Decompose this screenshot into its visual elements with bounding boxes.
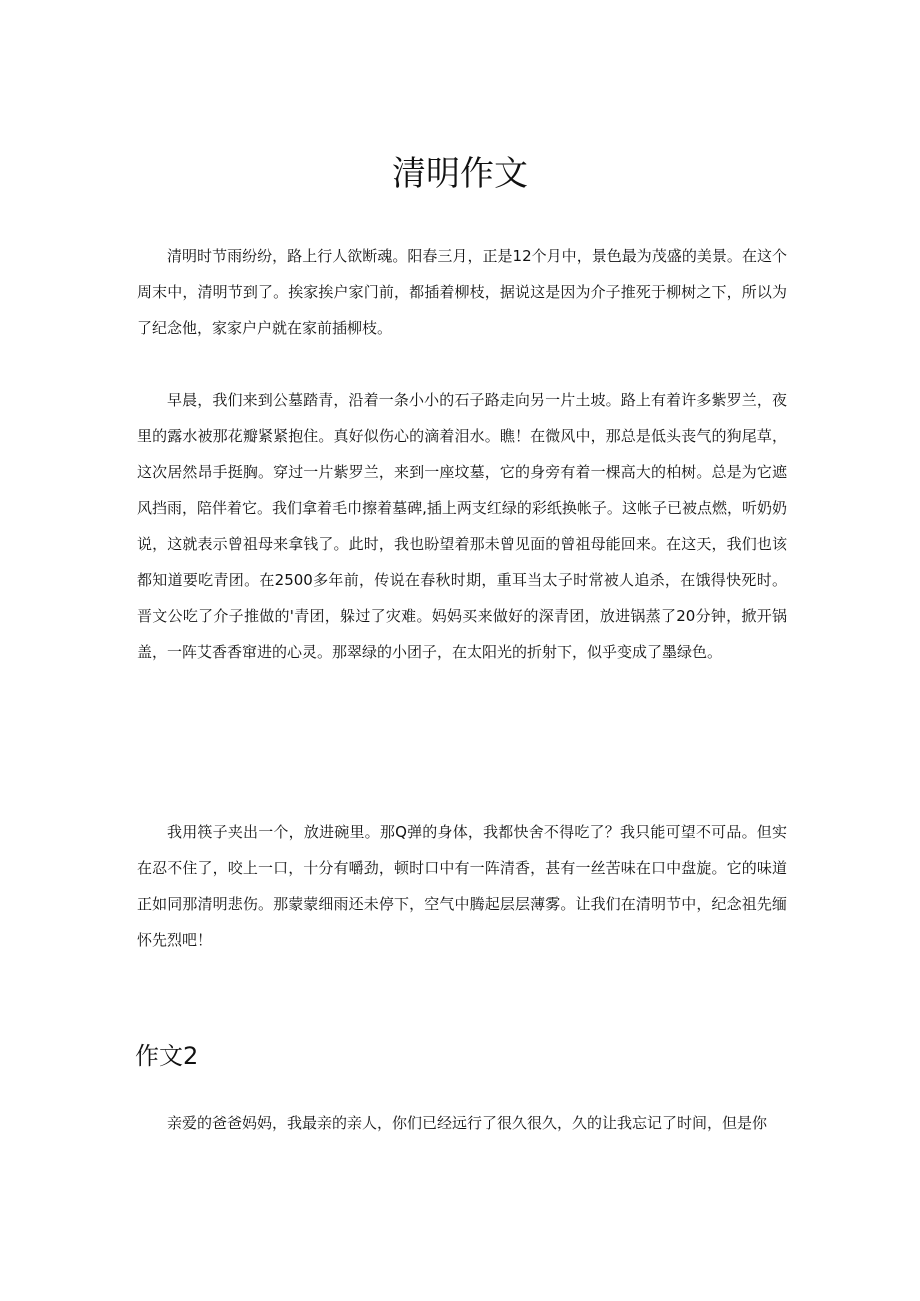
essay-paragraph-2: 早晨，我们来到公墓踏青，沿着一条小小的石子路走向另一片土坡。路上有着许多紫罗兰，夜里的露水被那花瓣紧紧抱住。真好似伤心的滴着泪水。瞧！在微风中，那总是低头丧气的狗尾草，这次居然昂手挺胸。穿过一片紫罗兰，来到一座坟墓，它的身旁有着一棵高大的柏树。总是为它遮风挡雨，陪伴着它。我们拿着毛巾擦着墓碑,插上两支红绿的彩纸换帐子。这帐子已被点燃，听奶奶说，这就表示曾祖母来拿钱了。此时，我也盼望着那未曾见面的曾祖母能回来。在这天，我们也该都知道要吃青团。在2500多年前，传说在春秋时期，重耳当太子时常被人追杀，在饿得快死时。晋文公吃了介子推做的'青团，躲过了灾难。妈妈买来做好的深青团，放进锅蒸了20分钟，掀开锅盖，一阵艾香香窜进的心灵。那翠绿的小团子，在太阳光的折射下，似乎变成了墨绿色。 — [137, 391, 787, 661]
essay-2-paragraph-1: 亲爱的爸爸妈妈，我最亲的亲人，你们已经远行了很久很久，久的让我忘记了时间，但是你 — [167, 1114, 768, 1132]
essay-paragraph-1: 清明时节雨纷纷，路上行人欲断魂。阳春三月，正是12个月中，景色最为茂盛的美景。在这个周末中，清明节到了。挨家挨户家门前，都插着柳枝，据说这是因为介子推死于柳树之下，所以为了纪念他，家家户户就在家前插柳枝。 — [137, 247, 787, 337]
essay-paragraph-3: 我用筷子夹出一个，放进碗里。那Q弹的身体，我都快舍不得吃了？我只能可望不可品。但实在忍不住了，咬上一口，十分有嚼劲，顿时口中有一阵清香，甚有一丝苦味在口中盘旋。它的味道正如同那清明悲伤。那蒙蒙细雨还未停下，空气中腾起层层薄雾。让我们在清明节中，纪念祖先缅怀先烈吧！ — [137, 823, 787, 949]
page-title: 清明作文 — [392, 154, 528, 194]
section-heading-essay-2: 作文2 — [135, 1042, 199, 1070]
